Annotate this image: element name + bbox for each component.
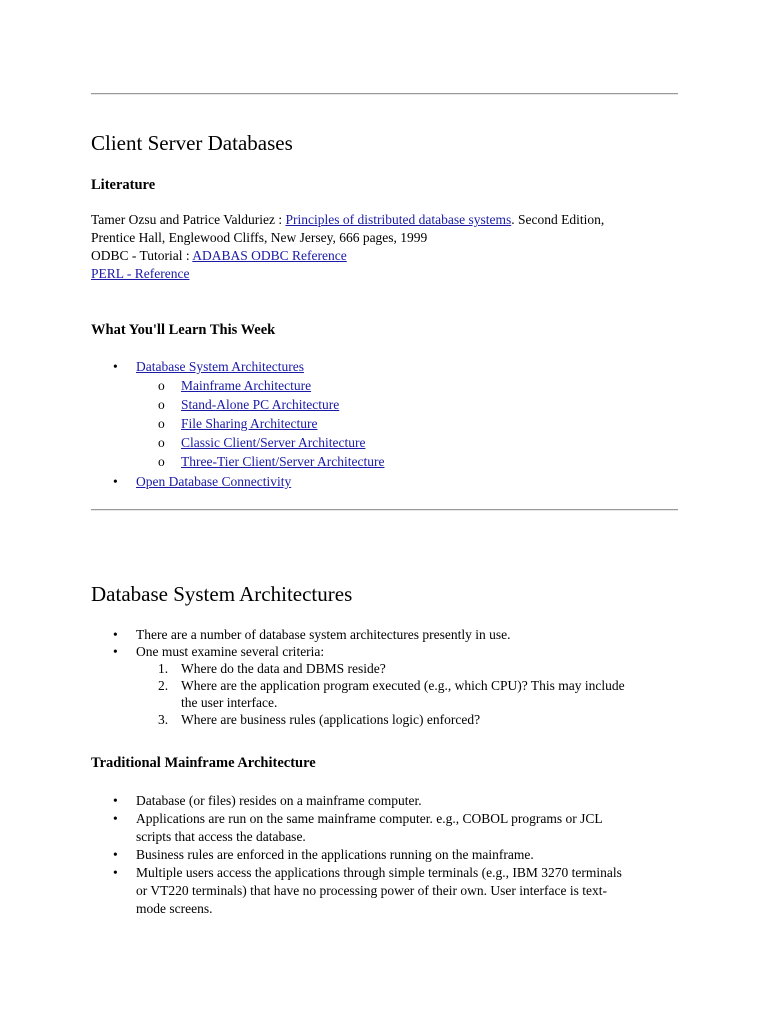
criteria-list — [91, 660, 678, 728]
learn-link-standalone[interactable]: Stand-Alone PC Architecture — [181, 397, 340, 412]
list-item — [91, 660, 678, 677]
circle-marker: o — [158, 454, 165, 469]
literature-line-2: Prentice Hall, Englewood Cliffs, New Jersey, 666 pages, 1999 — [91, 230, 428, 245]
list-item — [91, 433, 678, 452]
list-item — [91, 792, 678, 810]
circle-marker: o — [158, 378, 165, 393]
circle-marker: o — [158, 397, 165, 412]
list-item-text: scripts that access the database. — [136, 828, 306, 844]
list-item-text: mode screens. — [136, 900, 213, 916]
list-item — [91, 846, 678, 864]
learn-link-odbc[interactable]: Open Database Connectivity — [136, 474, 292, 489]
odbc-tutorial-label: ODBC - Tutorial : — [91, 248, 193, 263]
list-item-text: One must examine several criteria: — [136, 644, 325, 659]
number-marker: 1. — [158, 661, 169, 676]
learn-link-filesharing[interactable]: File Sharing Architecture — [181, 416, 318, 431]
bullet-marker: • — [113, 864, 118, 880]
list-item-text: the user interface. — [181, 695, 278, 710]
list-item-text: Where do the data and DBMS reside? — [181, 661, 386, 676]
section-title-architectures: Database System Architectures — [91, 582, 353, 606]
literature-heading: Literature — [91, 177, 156, 193]
bullet-marker: • — [113, 846, 118, 862]
list-item — [91, 677, 678, 711]
bullet-marker: • — [113, 474, 118, 489]
literature-authors: Tamer Ozsu and Patrice Valduriez : — [91, 212, 286, 227]
literature-block — [91, 211, 678, 283]
list-item — [91, 414, 678, 433]
number-marker: 2. — [158, 678, 169, 693]
list-item — [91, 376, 678, 395]
architectures-list — [91, 626, 678, 728]
list-item-text: Business rules are enforced in the applications running on the mainframe. — [136, 846, 534, 862]
literature-line-3 — [91, 247, 678, 265]
learn-heading: What You'll Learn This Week — [91, 322, 276, 338]
bullet-marker: • — [113, 644, 118, 659]
list-item — [91, 810, 678, 846]
bullet-marker: • — [113, 627, 118, 642]
list-item — [91, 358, 678, 471]
bullet-marker: • — [113, 793, 118, 808]
list-item-text: There are a number of database system architectures presently in use. — [136, 627, 511, 642]
architecture-sublist — [91, 376, 678, 471]
literature-line-4 — [91, 265, 678, 283]
learn-link-classic[interactable]: Classic Client/Server Architecture — [181, 435, 366, 450]
list-item — [91, 864, 678, 918]
perl-reference-link[interactable]: PERL - Reference — [91, 266, 190, 281]
bullet-marker: • — [113, 359, 118, 374]
bullet-marker: • — [113, 810, 118, 826]
learn-link-architectures[interactable]: Database System Architectures — [136, 359, 304, 374]
list-item-text: Applications are run on the same mainframe computer. e.g., COBOL programs or JCL — [136, 810, 603, 826]
adabas-odbc-link[interactable]: ADABAS ODBC Reference — [192, 248, 347, 263]
horizontal-rule-top — [91, 93, 678, 95]
mainframe-list — [91, 792, 678, 918]
list-item — [91, 395, 678, 414]
page-title: Client Server Databases — [91, 131, 293, 155]
list-item — [91, 452, 678, 471]
literature-line-1 — [91, 211, 678, 229]
list-item-text: Database (or files) resides on a mainframe computer. — [136, 793, 422, 808]
mainframe-heading: Traditional Mainframe Architecture — [91, 755, 316, 771]
list-item — [91, 626, 678, 643]
list-item-text: Where are business rules (applications logic) enforced? — [181, 712, 481, 727]
circle-marker: o — [158, 435, 165, 450]
list-item-text: or VT220 terminals) that have no processing power of their own. User interface is text- — [136, 882, 607, 898]
list-item-text: Multiple users access the applications through simple terminals (e.g., IBM 3270 terminals — [136, 864, 622, 880]
learn-list — [91, 358, 678, 491]
horizontal-rule-middle — [91, 509, 678, 511]
learn-link-mainframe[interactable]: Mainframe Architecture — [181, 378, 312, 393]
principles-link[interactable]: Principles of distributed database systems — [285, 212, 512, 227]
list-item — [91, 711, 678, 728]
circle-marker: o — [158, 416, 165, 431]
literature-edition: . Second Edition, — [511, 212, 605, 227]
list-item — [91, 473, 678, 491]
number-marker: 3. — [158, 712, 169, 727]
list-item — [91, 643, 678, 728]
learn-link-threetier[interactable]: Three-Tier Client/Server Architecture — [181, 454, 385, 469]
list-item-text: Where are the application program executed (e.g., which CPU)? This may include — [181, 678, 625, 693]
